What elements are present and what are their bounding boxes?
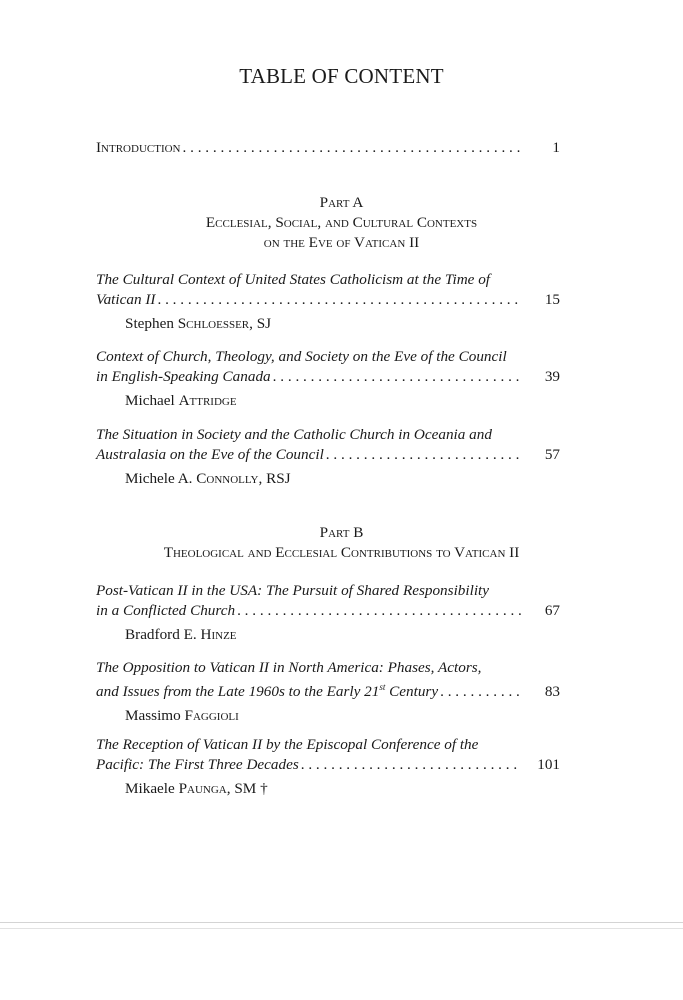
dot-leader	[326, 445, 522, 465]
entry-title-line: The Situation in Society and the Catholic Church in Oceania and	[96, 426, 492, 443]
entry-title-line: Vatican II	[96, 290, 156, 308]
dot-leader	[273, 367, 522, 387]
page-number: 57	[544, 445, 560, 463]
entry-title-line: Context of Church, Theology, and Society on the Eve of the Council	[96, 348, 507, 365]
toc-entry-introduction[interactable]	[96, 138, 560, 158]
entry-title-line: The Reception of Vatican II by the Episcopal Conference of the	[96, 736, 479, 753]
viewer-background	[0, 929, 683, 1000]
page-border	[0, 922, 683, 923]
page-number: 83	[544, 682, 560, 700]
toc-line	[96, 755, 560, 775]
entry-title: Introduction	[96, 139, 181, 156]
part-a-heading	[0, 193, 683, 253]
dot-leader	[157, 290, 522, 310]
entry-title-line: Australasia on the Eve of the Council	[96, 445, 324, 463]
part-label: Part A	[319, 194, 364, 211]
author: Bradford E. Hinze	[125, 626, 237, 643]
toc-line	[96, 290, 560, 310]
author: Massimo Faggioli	[125, 707, 239, 725]
toc-entry[interactable]	[96, 347, 560, 411]
dot-leader	[183, 138, 523, 158]
entry-title-line: The Opposition to Vatican II in North America: Phases, Actors,	[96, 659, 482, 676]
page-number: 39	[544, 367, 560, 385]
part-subtitle: Theological and Ecclesial Contributions to Vatican II	[163, 544, 520, 561]
page-number: 67	[544, 601, 560, 619]
author: Michele A. Connolly, RSJ	[125, 470, 291, 487]
page-number: 15	[544, 290, 560, 308]
page-number: 101	[537, 755, 560, 773]
entry-title-line: in a Conflicted Church	[96, 601, 236, 619]
toc-entry[interactable]	[96, 425, 560, 489]
author: Mikaele Paunga, SM †	[125, 780, 268, 797]
part-subtitle: on the Eve of Vatican II	[263, 234, 420, 251]
entry-title-line: The Cultural Context of United States Catholicism at the Time of	[96, 271, 491, 288]
entry-title-line: Post-Vatican II in the USA: The Pursuit of Shared Responsibility	[96, 582, 489, 599]
part-label: Part B	[319, 524, 364, 541]
author: Stephen Schloesser, SJ	[125, 315, 272, 332]
page-number: 1	[552, 139, 560, 156]
toc-entry[interactable]	[96, 270, 560, 334]
toc-line	[96, 445, 560, 465]
toc-line	[96, 678, 560, 702]
toc-entry[interactable]	[96, 735, 560, 799]
toc-line	[96, 367, 560, 387]
dot-leader	[301, 755, 522, 775]
part-b-heading	[0, 523, 683, 563]
author: Michael Attridge	[125, 392, 237, 409]
toc-entry[interactable]	[96, 658, 560, 726]
page-title: TABLE OF CONTENT	[239, 64, 444, 88]
toc-line	[96, 138, 560, 158]
entry-title-line: Pacific: The First Three Decades	[96, 755, 299, 773]
dot-leader	[237, 601, 522, 621]
toc-line	[96, 601, 560, 621]
part-subtitle: Ecclesial, Social, and Cultural Contexts	[205, 214, 478, 231]
entry-title-line: in English-Speaking Canada	[96, 367, 271, 385]
toc-entry[interactable]	[96, 581, 560, 645]
entry-title-line: and Issues from the Late 1960s to the Early 21st Century	[96, 681, 439, 700]
dot-leader	[440, 682, 522, 702]
